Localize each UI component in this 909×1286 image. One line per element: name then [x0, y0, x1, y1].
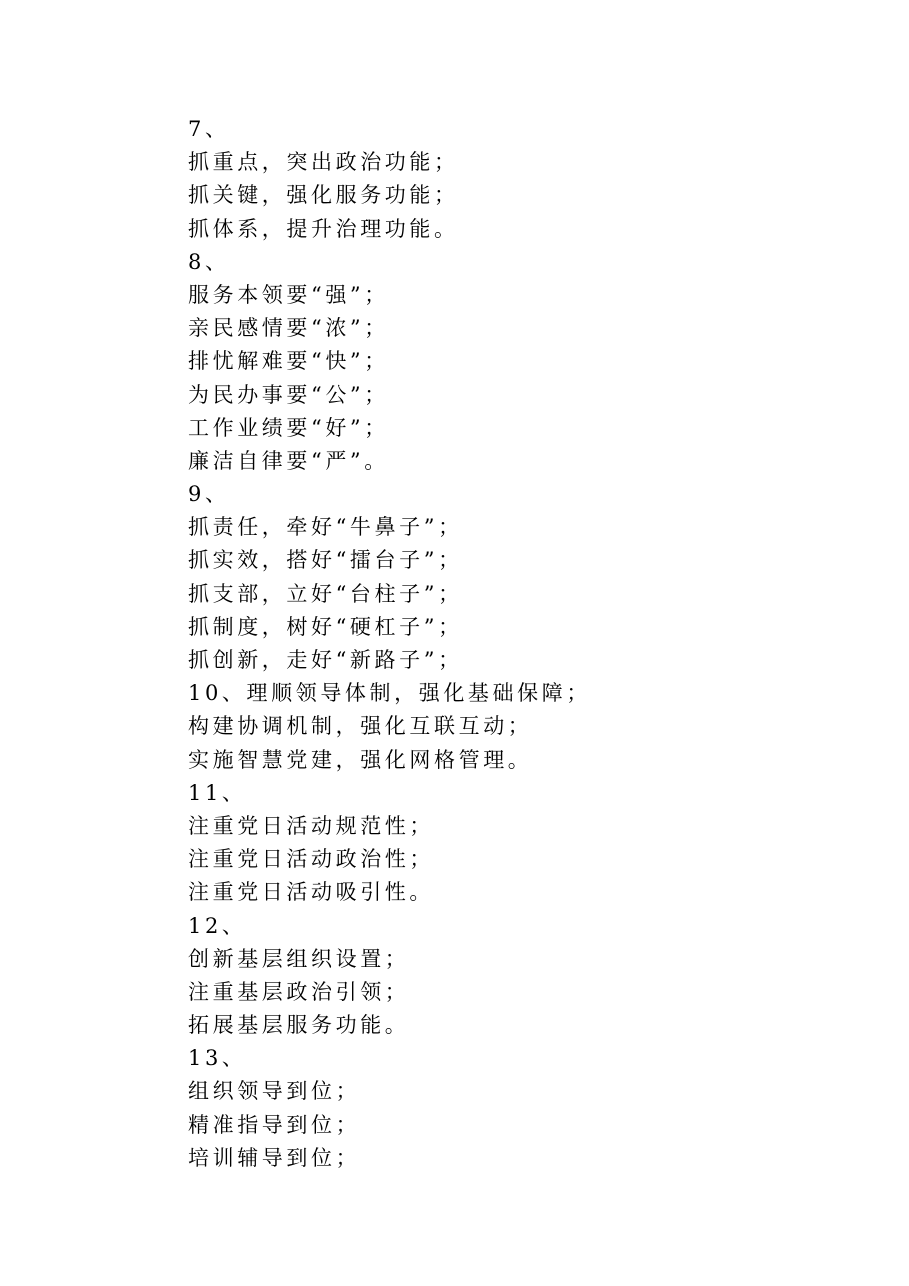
text-line: 培训辅导到位； — [188, 1145, 361, 1170]
text-line: 抓关键，强化服务功能； — [188, 183, 459, 208]
text-line: 实施智慧党建，强化网格管理。 — [188, 747, 533, 772]
text-line: 注重党日活动规范性； — [188, 813, 434, 838]
heading-12: 12、 — [188, 913, 247, 938]
text-line: 注重基层政治引领； — [188, 979, 410, 1004]
heading-11: 11、 — [188, 780, 247, 805]
text-line: 抓支部，立好“台柱子”； — [188, 581, 463, 606]
text-line: 排忧解难要“快”； — [188, 349, 389, 374]
heading-7: 7、 — [188, 117, 230, 141]
text-line: 工作业绩要“好”； — [188, 415, 389, 440]
heading-13: 13、 — [188, 1046, 247, 1071]
document-body — [188, 113, 868, 1175]
text-line: 抓实效，搭好“擂台子”； — [188, 548, 463, 573]
text-line: 为民办事要“公”； — [188, 382, 389, 407]
text-line: 抓重点，突出政治功能； — [188, 150, 459, 175]
text-line: 廉洁自律要“严”。 — [188, 448, 389, 473]
text-line: 抓创新，走好“新路子”； — [188, 648, 463, 672]
text-line: 拓展基层服务功能。 — [188, 1013, 410, 1038]
text-line: 抓责任，牵好“牛鼻子”； — [188, 515, 463, 540]
text-line: 构建协调机制，强化互联互动； — [188, 714, 533, 739]
heading-10-line: 10、理顺领导体制，强化基础保障； — [188, 681, 591, 706]
text-line: 抓体系，提升治理功能。 — [188, 216, 459, 241]
heading-8: 8、 — [188, 249, 230, 274]
text-line: 注重党日活动吸引性。 — [188, 880, 434, 905]
text-line: 抓制度，树好“硬杠子”； — [188, 614, 463, 639]
heading-9: 9、 — [188, 482, 230, 507]
text-line: 服务本领要“强”； — [188, 282, 389, 307]
text-line: 注重党日活动政治性； — [188, 847, 434, 872]
text-line: 组织领导到位； — [188, 1079, 361, 1104]
text-line: 精准指导到位； — [188, 1112, 361, 1137]
text-line: 创新基层组织设置； — [188, 946, 410, 971]
text-line: 亲民感情要“浓”； — [188, 316, 389, 341]
